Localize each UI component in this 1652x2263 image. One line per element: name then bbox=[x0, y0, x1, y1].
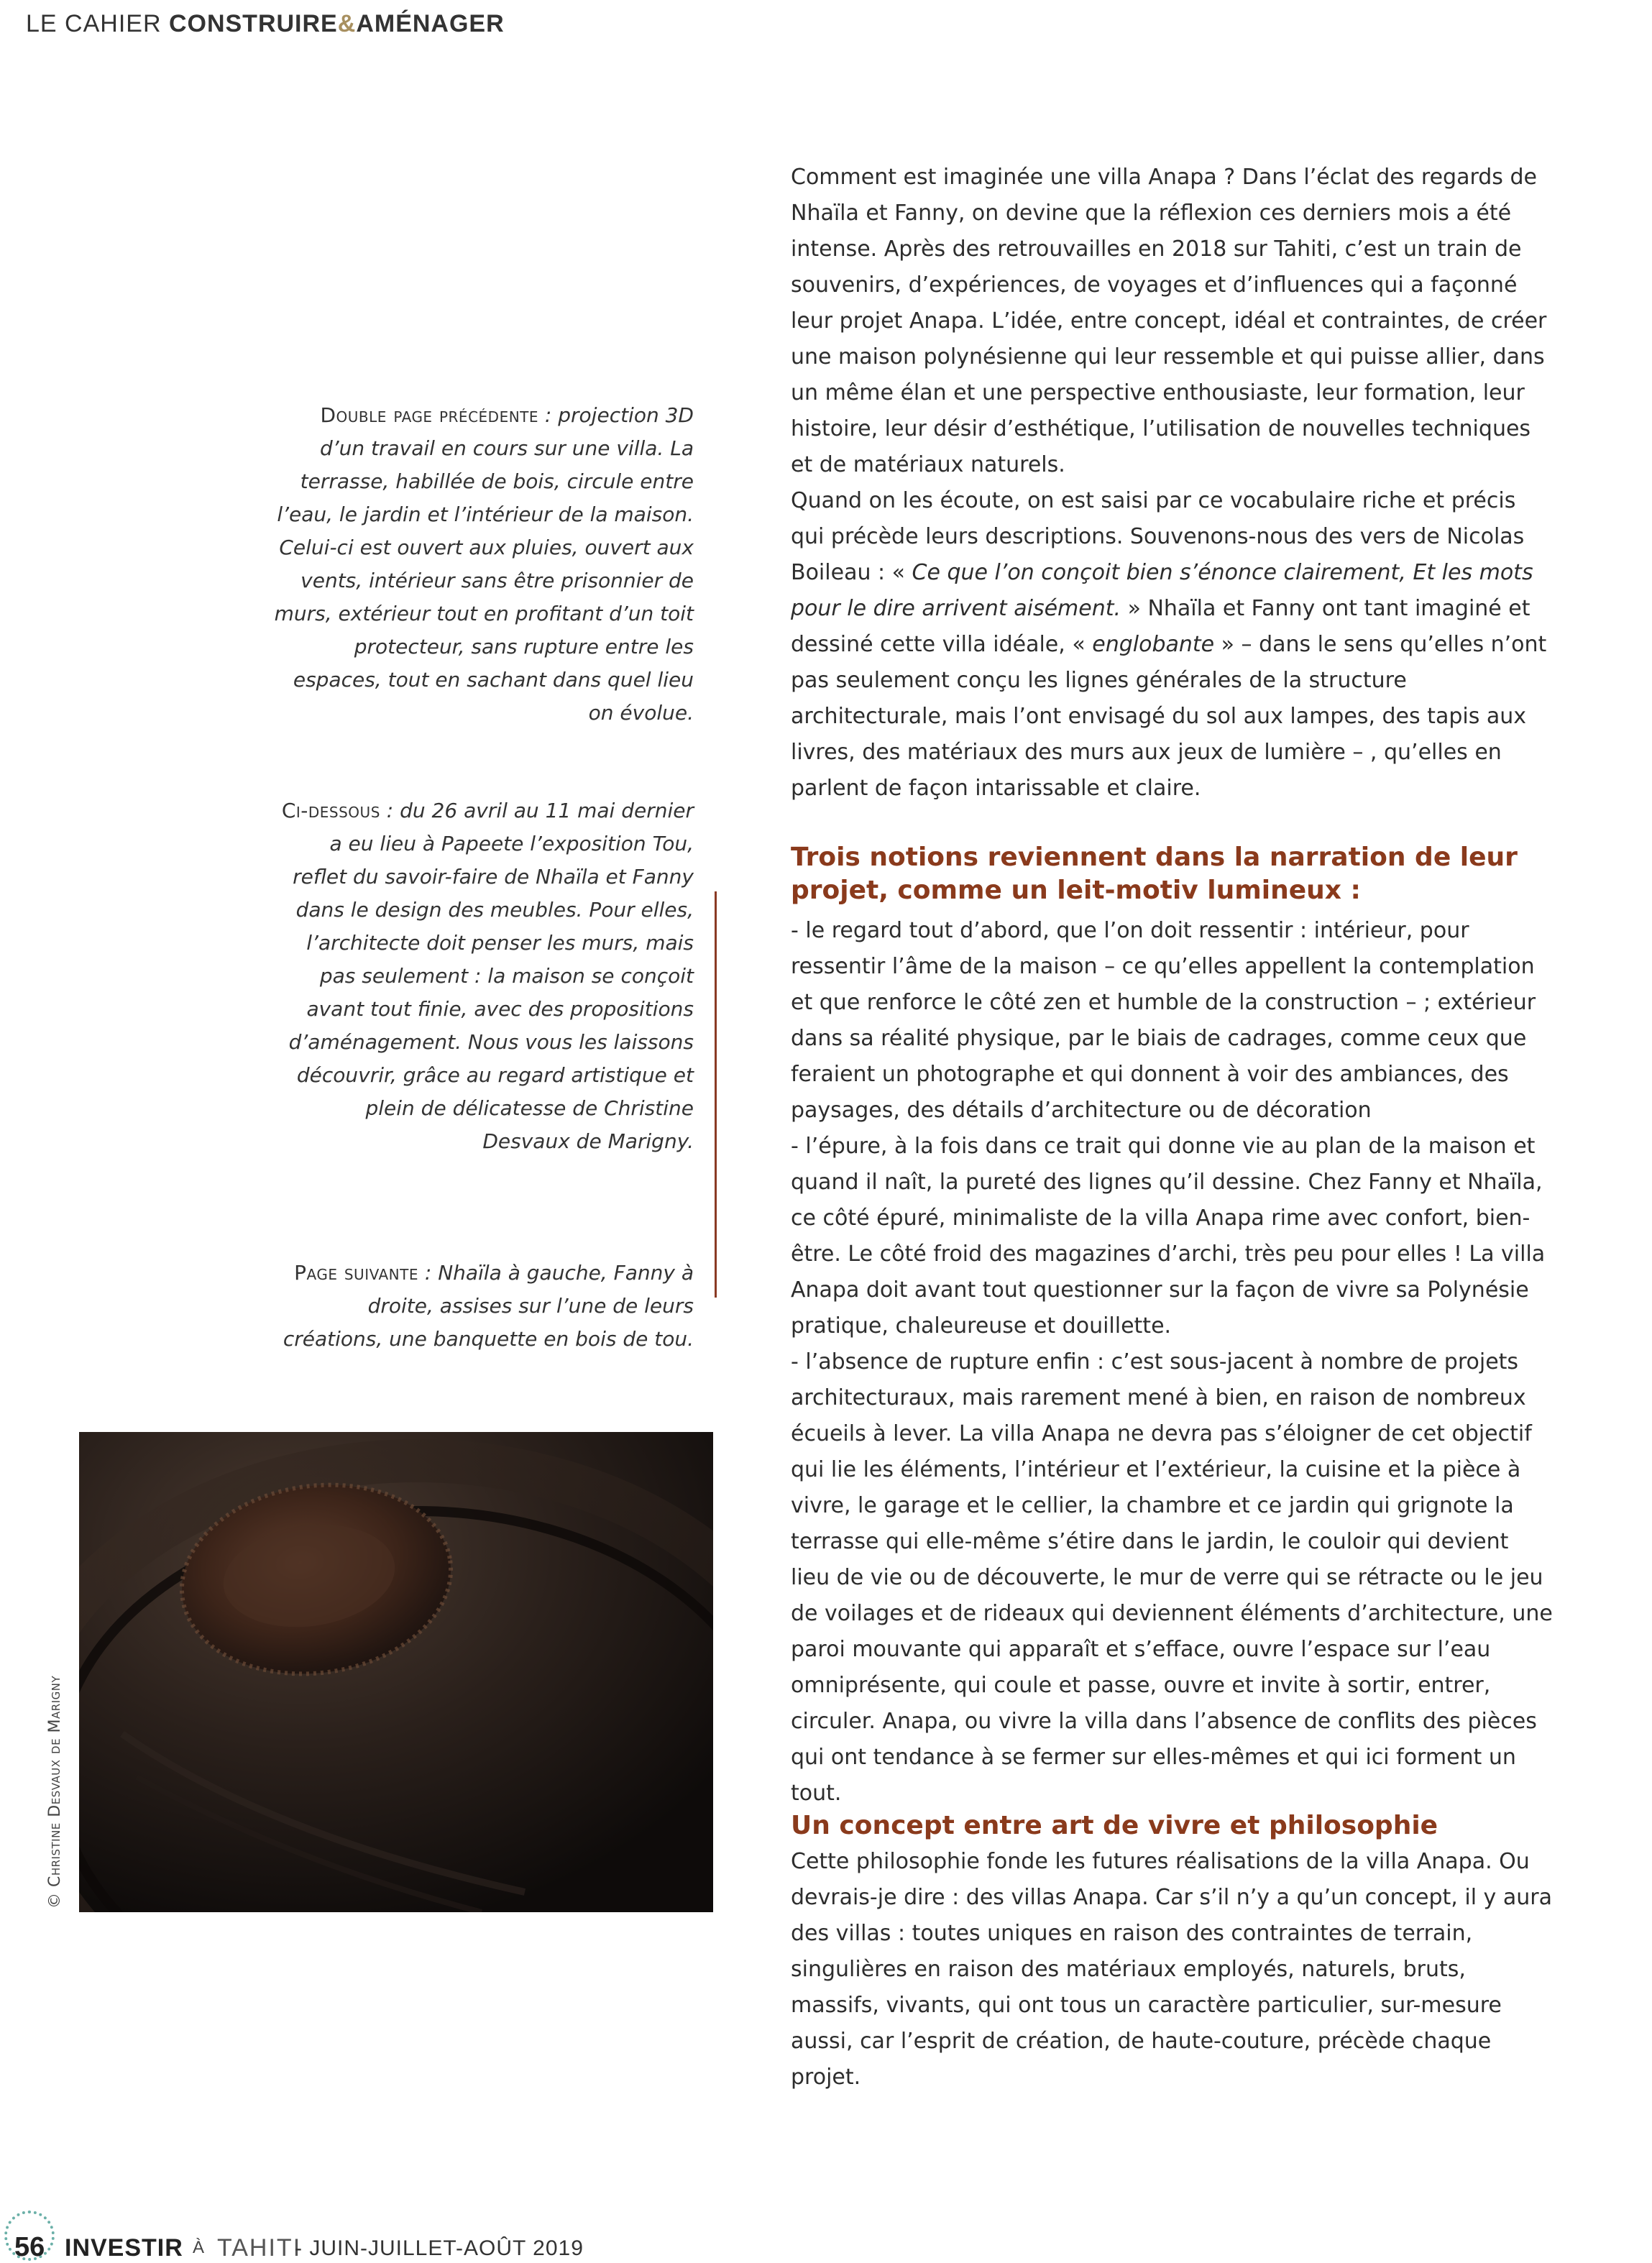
section-header bbox=[26, 10, 505, 38]
caption-label: Ci-dessous bbox=[281, 799, 380, 822]
issue-date: - JUIN-JUILLET-AOÛT 2019 bbox=[295, 2236, 584, 2260]
magazine-name-a: À bbox=[193, 2238, 206, 2257]
caption-previous-page bbox=[273, 399, 694, 730]
accent-rule bbox=[715, 891, 717, 1298]
header-ampersand: & bbox=[337, 10, 357, 37]
caption-text: : du 26 avril au 11 mai dernier a eu lieu à Papeete l’exposition Tou, reflet du savoir-faire de Nhaïla et Fanny dans le design des meubles. Pour elles, l’architecte doit penser les murs, mais pas seulement : la maison se conçoit avant tout finie, avec des propositions d’aménagement. Nous vous les laissons découvrir, grâce au regard artistique et plein de délicatesse de Christine Desvaux de Marigny. bbox=[288, 799, 694, 1153]
quote-paragraph bbox=[791, 483, 1554, 807]
concept-paragraph-block bbox=[791, 1844, 1554, 2096]
notion-regard: - le regard tout d’abord, que l’on doit ressentir : intérieur, pour ressentir l’âme de la maison – ce qu’elles appellent la contemplation et que renforce le côté zen et humble de la construction – ; extérieur dans sa réalité physique, par le biais de cadrages, comme ceux que feraient un photographe et qui donnent à voir des ambiances, des paysages, des détails d’architecture ou de décoration bbox=[791, 918, 1536, 1123]
caption-text: : projection 3D d’un travail en cours sur une villa. La terrasse, habillée de bois, circule entre l’eau, le jardin et l’intérieur de la maison. Celui-ci est ouvert aux pluies, ouvert aux vents, intérieur sans être prisonnier de murs, extérieur tout en profitant d’un toit protecteur, sans rupture entre les espaces, tout en sachant dans quel lieu on évolue. bbox=[274, 403, 694, 725]
section-heading-notions: Trois notions reviennent dans la narration de leur projet, comme un leit-motiv lumineux : bbox=[791, 843, 1518, 905]
header-title-b: AMÉNAGER bbox=[356, 10, 505, 37]
notion-absence-rupture: - l’absence de rupture enfin : c’est sous-jacent à nombre de projets architecturaux, mais rarement mené à bien, en raison de nombreux écueils à lever. La villa Anapa ne devra pas s’éloigner de cet objectif qui lie les éléments, l’intérieur et l’extérieur, la cuisine et la pièce à vivre, le garage et le cellier, la chambre et ce jardin qui grignote la terrasse qui elle-même s’étire dans le jardin, le couloir qui devient lieu de vie ou de découverte, le mur de verre qui se rétracte ou le jeu de voilages et de rideaux qui deviennent éléments d’architecture, une paroi mouvante qui apparaît et s’efface, ouvre l’espace sur l’eau omniprésente, qui coule et passe, ouvre et invite à sortir, entrer, circuler. Anapa, ou vivre la villa dans l’absence de conflits des pièces qui ont tendance à se fermer sur elles-mêmes et qui ici forment un tout. bbox=[791, 1349, 1553, 1806]
notion-epure: - l’épure, à la fois dans ce trait qui donne vie au plan de la maison et quand il naît, la pureté des lignes qu’il dessine. Chez Fanny et Nhaïla, ce côté épuré, minimaliste de la villa Anapa rime avec confort, bien-être. Le côté froid des magazines d’archi, très peu pour elles ! La villa Anapa doit avant tout questionner sur la façon de vivre sa Polynésie pratique, chaleureuse et douillette. bbox=[791, 1134, 1546, 1339]
caption-next-page bbox=[273, 1257, 694, 1356]
wooden-bowl-photo bbox=[79, 1432, 713, 1912]
header-title-a: CONSTRUIRE bbox=[168, 10, 338, 37]
quote-lead: Quand on les écoute, on est saisi par ce vocabulaire riche et précis qui précède leurs descriptions. Souvenons-nous des vers de Nicolas Boileau : « bbox=[791, 488, 1525, 585]
magazine-name: INVESTIR bbox=[65, 2234, 183, 2262]
page-number: 56 bbox=[14, 2232, 45, 2262]
quote-tail: » – dans le sens qu’elles n’ont pas seulement conçu les lignes générales de la structure architecturale, mais l’ont envisagé du sol aux lampes, des tapis aux livres, des matériaux des murs aux jeux de lumière – , qu’elles en parlent de façon intarissable et claire. bbox=[791, 632, 1547, 801]
photo-credit: © Christine Desvaux de Marigny bbox=[46, 1675, 64, 1909]
englobante-word: englobante bbox=[1092, 632, 1215, 657]
page-footer bbox=[0, 2232, 584, 2262]
caption-label: Page suivante bbox=[294, 1261, 418, 1285]
section-heading-concept: Un concept entre art de vivre et philosophie bbox=[791, 1811, 1438, 1840]
intro-paragraph: Comment est imaginée une villa Anapa ? Dans l’éclat des regards de Nhaïla et Fanny, on devine que la réflexion ces derniers mois a été intense. Après des retrouvailles en 2018 sur Tahiti, c’est un train de souvenirs, d’expériences, de voyages et d’influences qui a façonné leur projet Anapa. L’idée, entre concept, idéal et contraintes, de créer une maison polynésienne qui leur ressemble et qui puisse allier, dans un même élan et une perspective enthousiaste, leur formation, leur histoire, leur désir d’esthétique, l’utilisation de nouvelles techniques et de matériaux naturels. bbox=[791, 165, 1547, 477]
quote-mid: » Nhaïla et Fanny ont tant imaginé et dessiné cette villa idéale, « bbox=[791, 596, 1531, 657]
header-lead: LE CAHIER bbox=[26, 10, 169, 37]
caption-text: : Nhaïla à gauche, Fanny à droite, assises sur l’une de leurs créations, une banquette en bois de tou. bbox=[283, 1261, 694, 1351]
caption-label: Double page précédente bbox=[320, 403, 539, 427]
boileau-quote: Ce que l’on conçoit bien s’énonce clairement, Et les mots pour le dire arrivent aisément. bbox=[791, 560, 1533, 621]
magazine-name-tahiti: TAHITI bbox=[217, 2234, 302, 2262]
notions-list bbox=[791, 913, 1554, 1812]
article-paragraph-1 bbox=[791, 160, 1554, 807]
concept-paragraph: Cette philosophie fonde les futures réalisations de la villa Anapa. Ou devrais-je dire : des villas Anapa. Car s’il n’y a qu’un concept, il y aura des villas : toutes uniques en raison des contraintes de terrain, singulières en raison des matériaux employés, naturels, bruts, massifs, vivants, qui ont tous un caractère particulier, sur-mesure aussi, car l’esprit de création, de haute-couture, précède chaque projet. bbox=[791, 1849, 1552, 2090]
caption-below bbox=[273, 794, 694, 1158]
